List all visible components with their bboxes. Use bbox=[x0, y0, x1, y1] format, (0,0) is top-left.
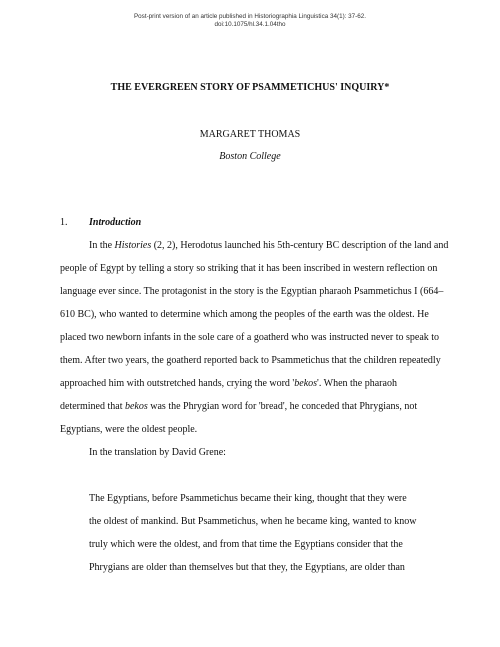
paragraph1-line-3: language ever since. The protagonist in the story is the Egyptian pharaoh Psammetichus I (664– bbox=[60, 286, 444, 297]
doi-line: doi:10.1075/hl.34.1.04tho bbox=[214, 21, 286, 28]
paragraph1-line-6: them. After two years, the goatherd reported back to Psammetichus that the children repeatedly bbox=[60, 355, 441, 366]
author-affiliation: Boston College bbox=[219, 151, 281, 162]
quote-line-1: The Egyptians, before Psammetichus became their king, thought that they were bbox=[89, 493, 407, 504]
preprint-notice: Post-print version of an article published in Historiographia Linguistica 34(1): 37-62. bbox=[133, 13, 367, 20]
paragraph1-line-1: In the Histories (2, 2), Herodotus launched his 5th-century BC description of the land and bbox=[89, 240, 449, 251]
quote-line-2: the oldest of mankind. But Psammetichus, when he became king, wanted to know bbox=[89, 516, 417, 527]
paragraph1-line-7: approached him with outstretched hands, crying the word 'bekos'. When the pharaoh bbox=[60, 378, 397, 389]
section-title: Introduction bbox=[89, 217, 142, 228]
paragraph1-line-9: Egyptians, were the oldest people. bbox=[60, 424, 198, 435]
quote-line-3: truly which were the oldest, and from that time the Egyptians consider that the bbox=[89, 539, 403, 550]
paragraph1-line-5: placed two newborn infants in the sole care of a goatherd who was instructed never to speak to bbox=[60, 332, 440, 343]
paragraph1-line-4: 610 BC), who wanted to determine which among the peoples of the earth was the oldest. He bbox=[60, 309, 429, 320]
quote-line-4: Phrygians are older than themselves but that they, the Egyptians, are older than bbox=[89, 562, 405, 573]
section-heading bbox=[60, 217, 460, 228]
paragraph1-line-2: people of Egypt by telling a story so striking that it has been inscribed in western reflection on bbox=[60, 263, 438, 274]
author-name: MARGARET THOMAS bbox=[199, 129, 301, 140]
paragraph1-line-8: determined that bekos was the Phrygian word for 'bread', he conceded that Phrygians, not bbox=[60, 401, 418, 412]
paragraph2: In the translation by David Grene: bbox=[89, 447, 226, 458]
section-number: 1. bbox=[60, 217, 68, 228]
article-title: THE EVERGREEN STORY OF PSAMMETICHUS' INQUIRY* bbox=[110, 82, 390, 93]
